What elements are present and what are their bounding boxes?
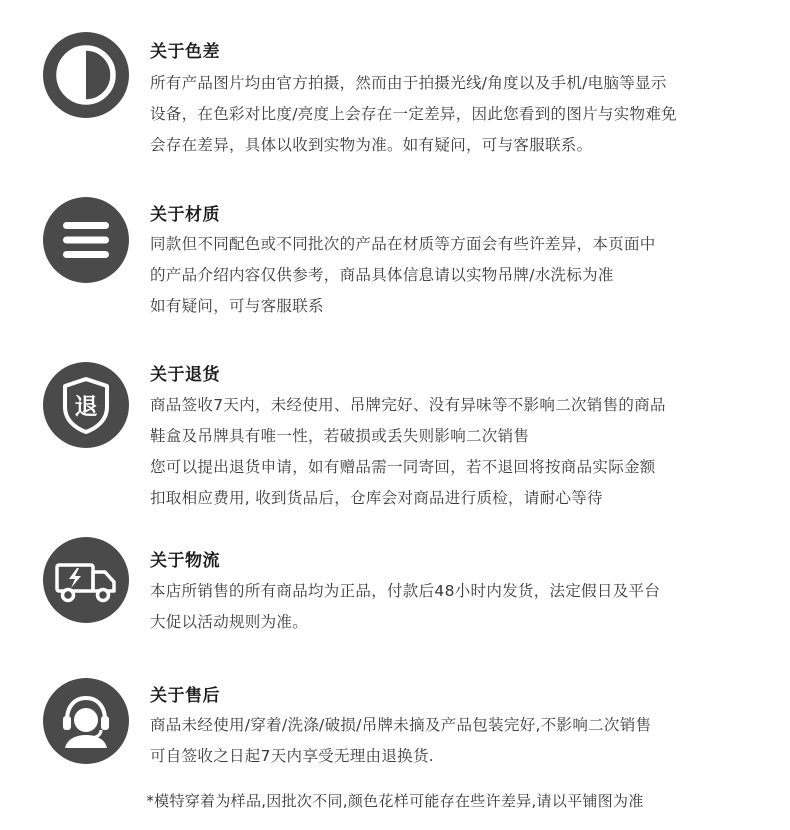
contrast-icon xyxy=(43,32,129,118)
section-body xyxy=(150,390,770,514)
return-shield-icon xyxy=(43,362,129,448)
section-body xyxy=(150,229,770,322)
delivery-truck-icon xyxy=(43,537,129,623)
body-line: 会存在差异，具体以收到实物为准。如有疑问，可与客服联系。 xyxy=(150,136,593,154)
body-line: 所有产品图片均由官方拍摄，然而由于拍摄光线/角度以及手机/电脑等显示 xyxy=(150,74,667,92)
body-line: 同款但不同配色或不同批次的产品在材质等方面会有些许差异，本页面中 xyxy=(150,235,656,253)
footnote: *模特穿着为样品,因批次不同,颜色花样可能存在些许差异,请以平铺图为准 xyxy=(146,792,644,810)
section-body xyxy=(150,576,770,638)
return-shield-glyph: 退 xyxy=(74,394,98,420)
section-title: 关于物流 xyxy=(150,551,220,571)
body-line: 鞋盒及吊牌具有唯一性，若破损或丢失则影响二次销售 xyxy=(150,427,530,445)
menu-lines-icon xyxy=(43,197,129,283)
body-line: 您可以提出退货申请，如有赠品需一同寄回，若不退回将按商品实际金额 xyxy=(150,458,656,476)
body-line: 可自签收之日起7天内享受无理由退换货. xyxy=(150,747,434,765)
body-line: 如有疑问，可与客服联系 xyxy=(150,297,324,315)
body-line: 商品未经使用/穿着/洗涤/破损/吊牌未摘及产品包装完好,不影响二次销售 xyxy=(150,716,652,734)
section-title: 关于售后 xyxy=(150,686,220,706)
body-line: 商品签收7天内，未经使用、吊牌完好、没有异味等不影响二次销售的商品 xyxy=(150,396,666,414)
section-body xyxy=(150,68,770,161)
body-line: 的产品介绍内容仅供参考，商品具体信息请以实物吊牌/水洗标为准 xyxy=(150,266,614,284)
body-line: 设备，在色彩对比度/亮度上会存在一定差异，因此您看到的图片与实物难免 xyxy=(150,105,677,123)
section-title: 关于色差 xyxy=(150,42,220,62)
body-line: 本店所销售的所有商品均为正品，付款后48小时内发货，法定假日及平台 xyxy=(150,582,661,600)
section-body xyxy=(150,710,770,772)
section-title: 关于材质 xyxy=(150,205,220,225)
body-line: 大促以活动规则为准。 xyxy=(150,613,309,631)
body-line: 扣取相应费用, 收到货品后，仓库会对商品进行质检，请耐心等待 xyxy=(150,489,603,507)
customer-service-icon xyxy=(43,678,129,764)
section-title: 关于退货 xyxy=(150,365,220,385)
